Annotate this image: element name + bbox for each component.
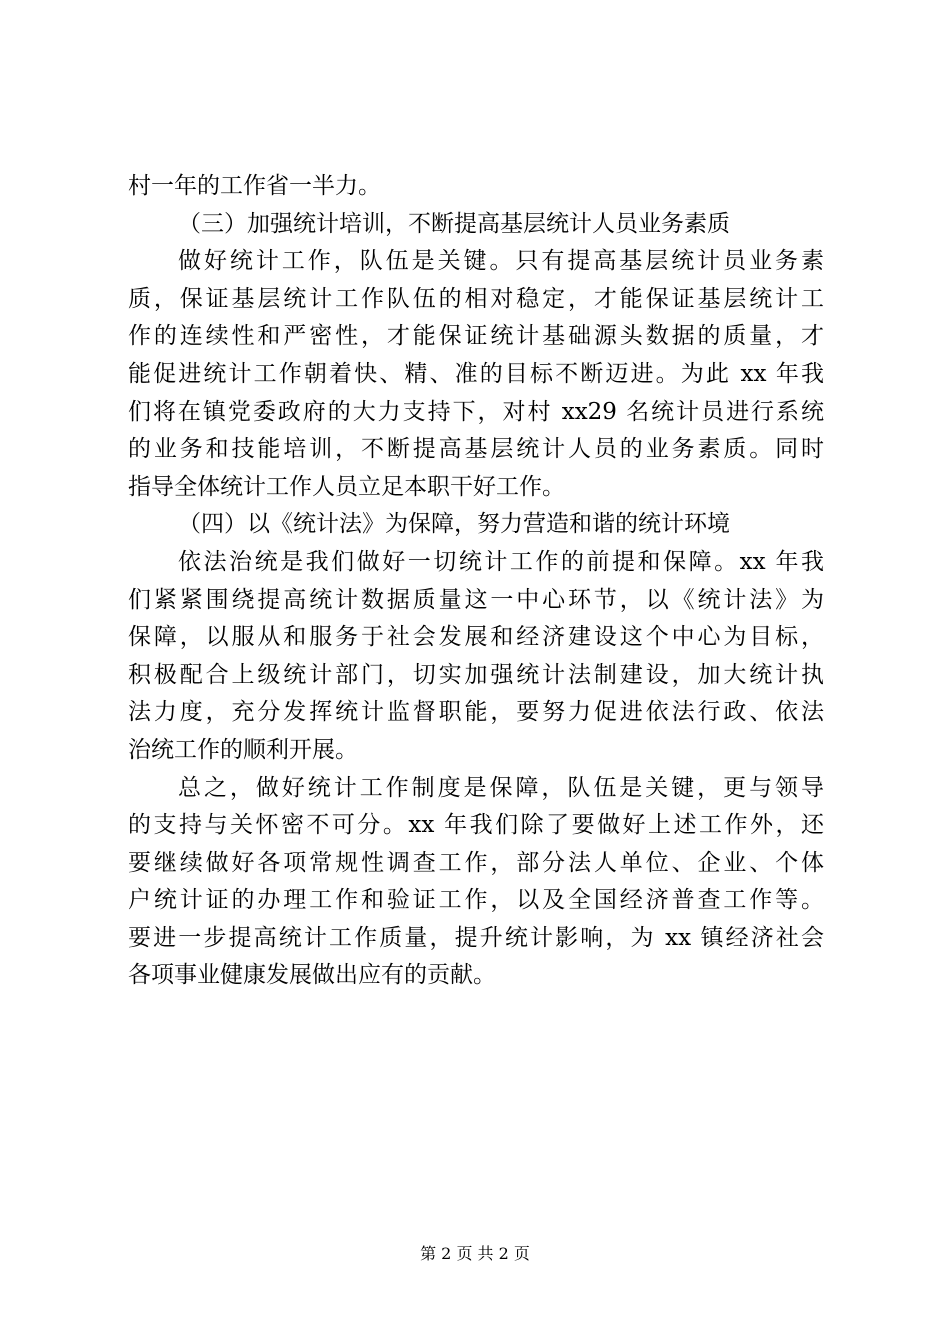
text-line: （四）以《统计法》为保障，努力营造和谐的统计环境 bbox=[178, 511, 730, 538]
page-footer: 第 2 页 共 2 页 bbox=[420, 1244, 530, 1263]
text-line: 治统工作的顺利开展。 bbox=[128, 736, 358, 763]
text-line: 各项事业健康发展做出应有的贡献。 bbox=[128, 962, 496, 989]
text-line: 法力度，充分发挥统计监督职能，要努力促进依法行政、依法 bbox=[128, 699, 824, 726]
text-line: 保障，以服从和服务于社会发展和经济建设这个中心为目标， bbox=[128, 624, 824, 651]
text-line: 作的连续性和严密性，才能保证统计基础源头数据的质量，才 bbox=[128, 323, 824, 350]
text-line: 们紧紧围绕提高统计数据质量这一中心环节，以《统计法》为 bbox=[128, 586, 824, 613]
text-line: 做好统计工作，队伍是关键。只有提高基层统计员业务素 bbox=[178, 248, 824, 275]
text-line: 积极配合上级统计部门，切实加强统计法制建设，加大统计执 bbox=[128, 661, 824, 688]
text-line: 要继续做好各项常规性调查工作，部分法人单位、企业、个体 bbox=[128, 849, 824, 876]
text-line: 的业务和技能培训，不断提高基层统计人员的业务素质。同时 bbox=[128, 436, 824, 463]
text-line: 能促进统计工作朝着快、精、准的目标不断迈进。为此 xx 年我 bbox=[128, 360, 824, 387]
text-line: 的支持与关怀密不可分。xx 年我们除了要做好上述工作外，还 bbox=[128, 812, 824, 839]
text-line: 村一年的工作省一半力。 bbox=[128, 173, 381, 199]
text-line: （三）加强统计培训，不断提高基层统计人员业务素质 bbox=[178, 210, 730, 237]
text-line: 质，保证基层统计工作队伍的相对稳定，才能保证基层统计工 bbox=[128, 285, 824, 312]
text-line: 要进一步提高统计工作质量，提升统计影响，为 xx 镇经济社会 bbox=[128, 924, 824, 951]
text-line: 们将在镇党委政府的大力支持下，对村 xx29 名统计员进行系统 bbox=[128, 398, 824, 425]
text-line: 依法治统是我们做好一切统计工作的前提和保障。xx 年我 bbox=[178, 548, 824, 575]
text-line: 指导全体统计工作人员立足本职干好工作。 bbox=[128, 473, 565, 500]
text-line: 总之，做好统计工作制度是保障，队伍是关键，更与领导 bbox=[178, 774, 824, 801]
document-body bbox=[128, 168, 824, 995]
text-line: 户统计证的办理工作和验证工作，以及全国经济普查工作等。 bbox=[128, 887, 824, 914]
